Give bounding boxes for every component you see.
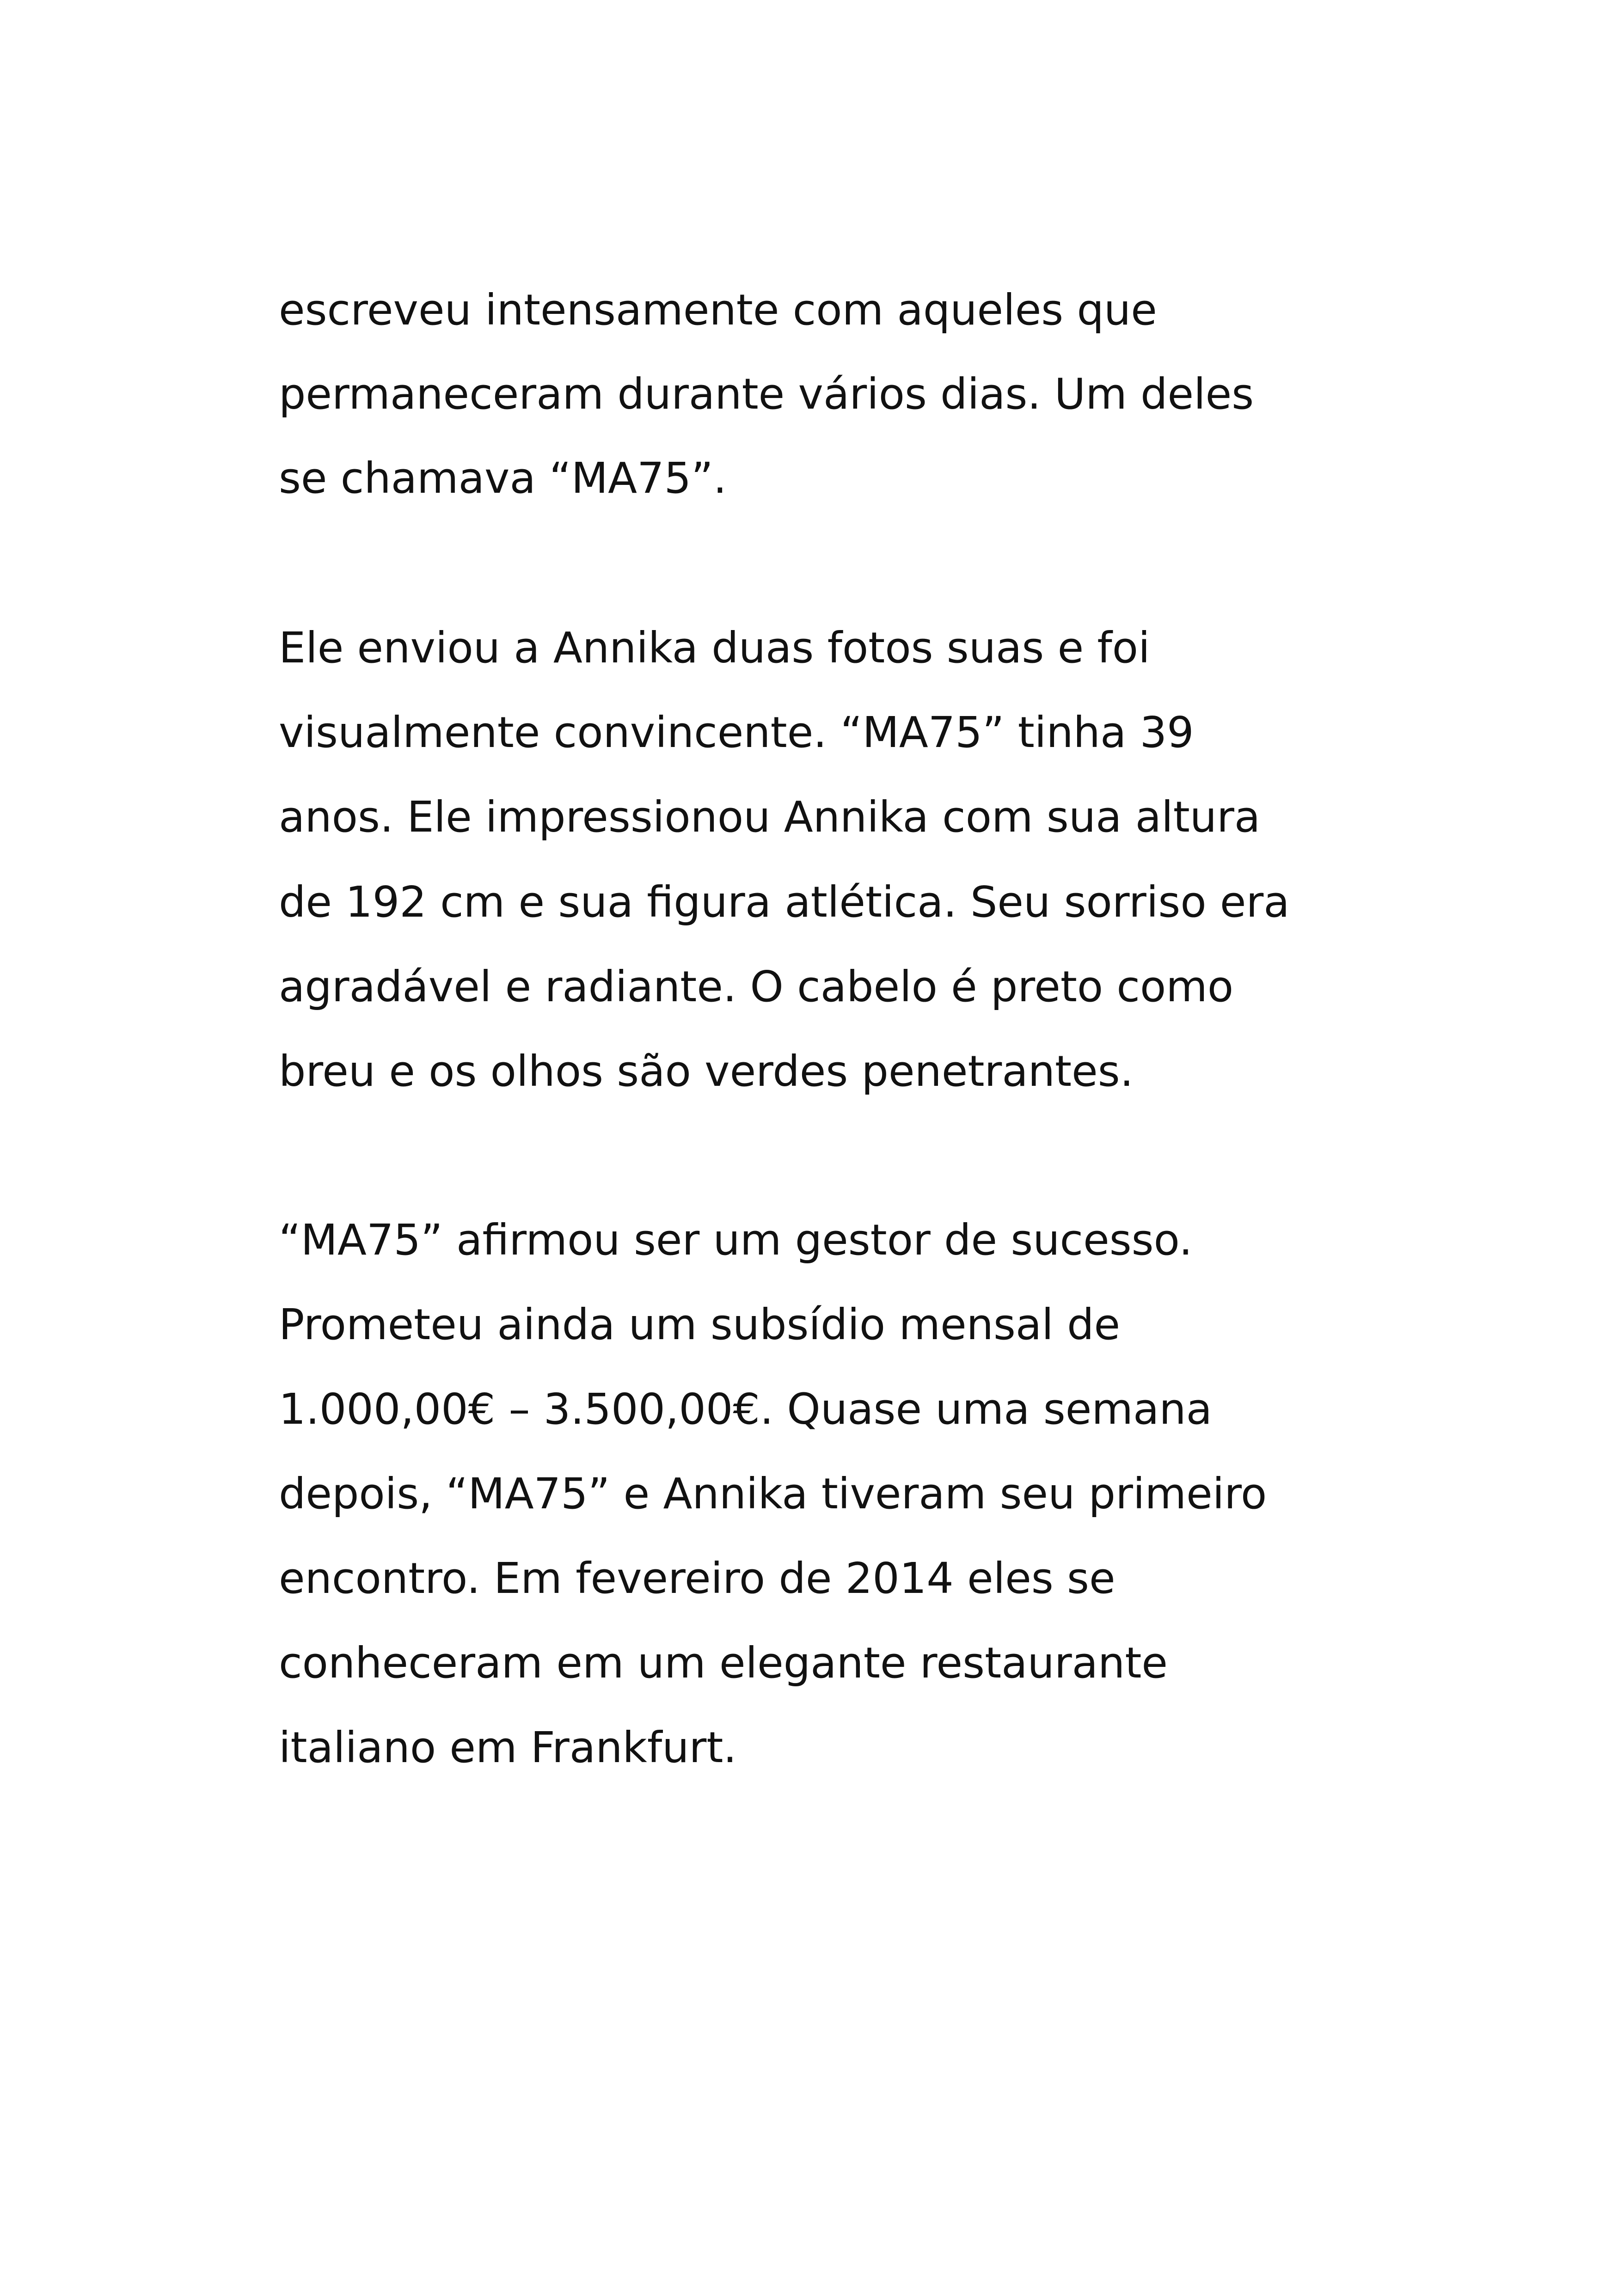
- text-line: “MA75” afirmou ser um gestor de sucesso.: [279, 1215, 1193, 1265]
- text-line: de 192 cm e sua figura atlética. Seu sorriso era: [279, 877, 1290, 927]
- text-line: encontro. Em fevereiro de 2014 eles se: [279, 1554, 1115, 1603]
- text-line: 1.000,00€ – 3.500,00€. Quase uma semana: [279, 1384, 1213, 1434]
- text-line: permaneceram durante vários dias. Um deles: [279, 369, 1254, 419]
- text-line: visualmente convincente. “MA75” tinha 39: [279, 708, 1194, 757]
- text-line: agradável e radiante. O cabelo é preto como: [279, 962, 1234, 1011]
- text-line: conheceram em um elegante restaurante: [279, 1638, 1168, 1688]
- text-line: anos. Ele impressionou Annika com sua altura: [279, 792, 1261, 842]
- text-line: escreveu intensamente com aqueles que: [279, 285, 1157, 335]
- text-line: se chamava “MA75”.: [279, 453, 727, 503]
- text-line: Prometeu ainda um subsídio mensal de: [279, 1300, 1121, 1349]
- text-line: Ele enviou a Annika duas fotos suas e foi: [279, 623, 1150, 673]
- text-line: breu e os olhos são verdes penetrantes.: [279, 1047, 1134, 1096]
- text-line: italiano em Frankfurt.: [279, 1723, 737, 1772]
- text-line: depois, “MA75” e Annika tiveram seu primeiro: [279, 1469, 1267, 1518]
